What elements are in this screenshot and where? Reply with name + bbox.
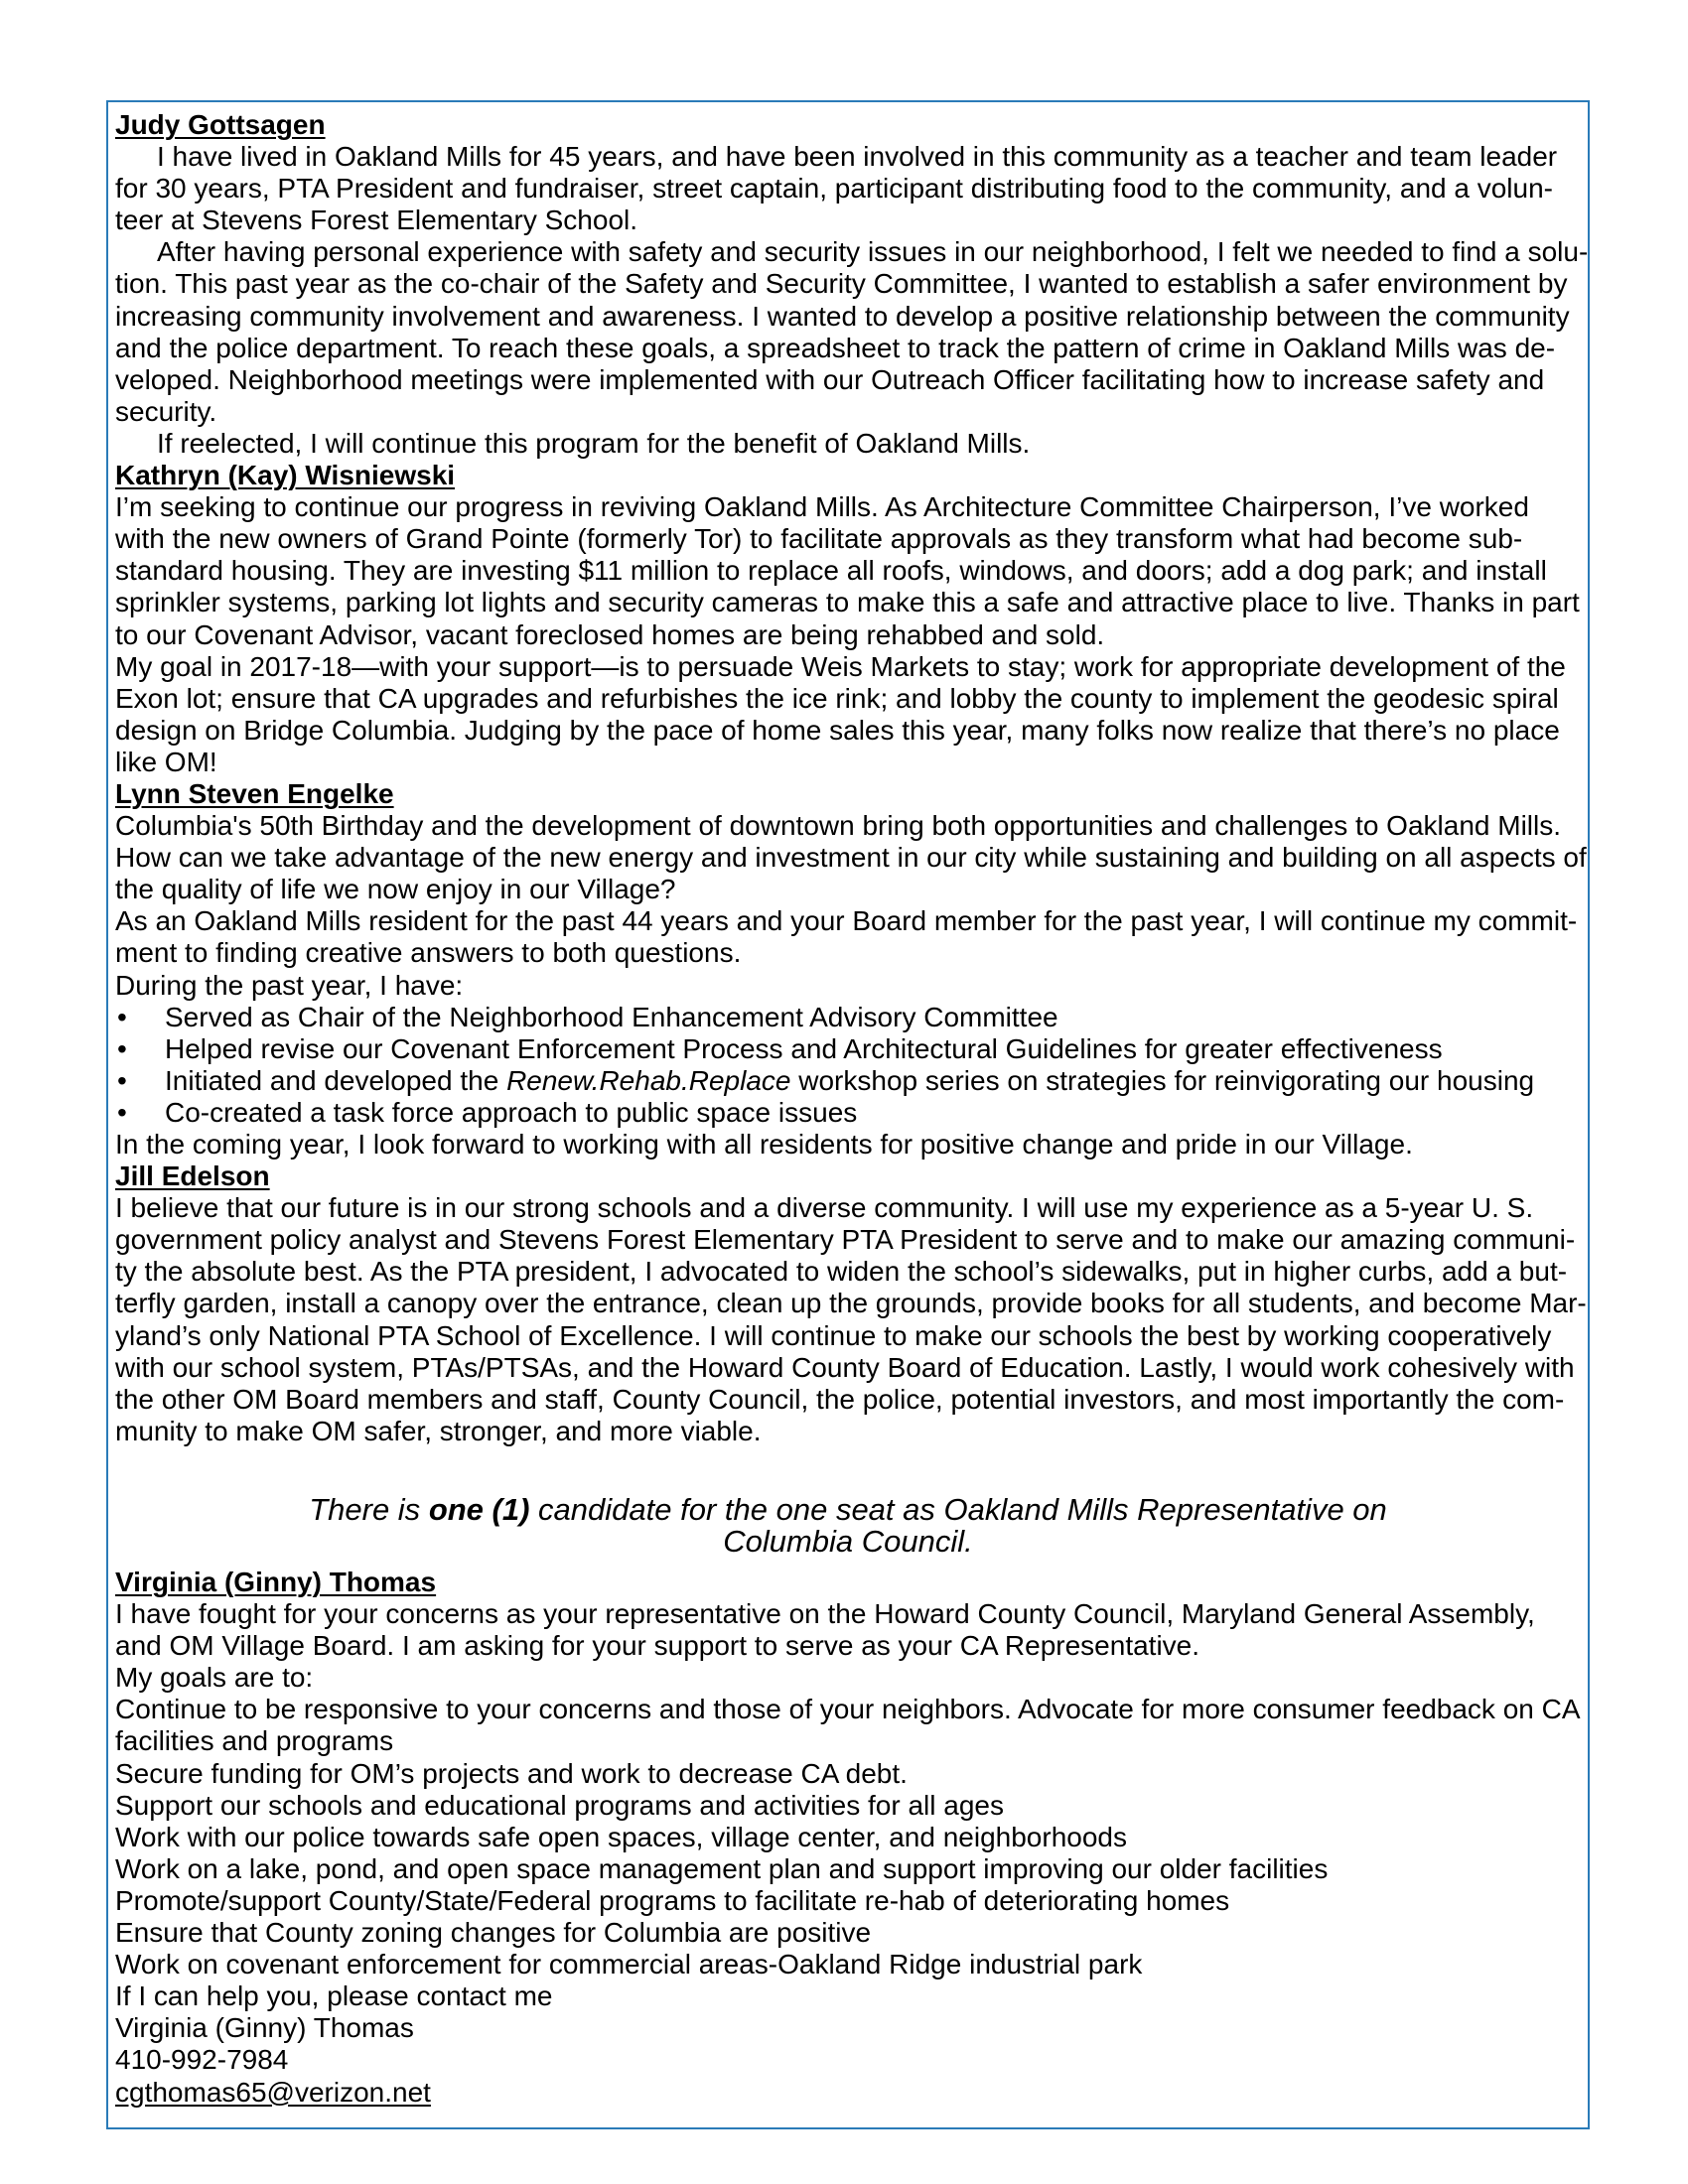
bullet-item	[115, 1033, 1583, 1065]
bio-line: If reelected, I will continue this program for the benefit of Oakland Mills.	[157, 427, 1031, 459]
bullet-text: Helped revise our Covenant Enforcement Process and Architectural Guidelines for greater effectiveness	[165, 1032, 1443, 1064]
bio-line: sprinkler systems, parking lot lights and security cameras to make this a safe and attractive place to live. Thanks in part	[115, 587, 1580, 618]
goal-line: Work on a lake, pond, and open space management plan and support improving our older facilities	[115, 1852, 1329, 1884]
goal-line: Work with our police towards safe open spaces, village center, and neighborhoods	[115, 1821, 1127, 1852]
bio-line: for 30 years, PTA President and fundraiser, street captain, participant distributing food to the community, and a volun-	[115, 173, 1553, 205]
bullet-text: Served as Chair of the Neighborhood Enhancement Advisory Committee	[165, 1001, 1058, 1032]
bio-line: veloped. Neighborhood meetings were implemented with our Outreach Officer facilitating how to increase safety and	[115, 363, 1545, 395]
goal-line: Secure funding for OM’s projects and work to decrease CA debt.	[115, 1757, 908, 1789]
bullet-text: Co-created a task force approach to public space issues	[165, 1096, 858, 1128]
bio-line: government policy analyst and Stevens Forest Elementary PTA President to serve and to make our amazing communi-	[115, 1224, 1576, 1256]
bio-line: the other OM Board members and staff, County Council, the police, potential investors, and most importantly the com-	[115, 1383, 1565, 1415]
bio-line: like OM!	[115, 746, 217, 777]
contact-name: Virginia (Ginny) Thomas	[115, 2012, 414, 2044]
bio-line: munity to make OM safer, stronger, and more viable.	[115, 1415, 762, 1446]
bullet-text-post: workshop series on strategies for reinvigorating our housing	[790, 1064, 1535, 1096]
goal-line: Support our schools and educational programs and activities for all ages	[115, 1789, 1004, 1821]
bio-line: I have lived in Oakland Mills for 45 years, and have been involved in this community as a teacher and team leader	[157, 141, 1558, 173]
bullet-text-pre: Initiated and developed the	[165, 1064, 507, 1096]
bio-line: Columbia's 50th Birthday and the development of downtown bring both opportunities and challenges to Oakland Mills.	[115, 810, 1562, 842]
bio-line: My goals are to:	[115, 1662, 314, 1694]
goal-line: facilities and programs	[115, 1725, 394, 1757]
candidate-name-lynn: Lynn Steven Engelke	[115, 777, 394, 809]
bio-line: design on Bridge Columbia. Judging by the pace of home sales this year, many folks now realize that there’s no place	[115, 714, 1560, 746]
candidate-name-kathryn: Kathryn (Kay) Wisniewski	[115, 460, 456, 491]
council-seat-notice	[106, 1494, 1590, 1558]
council-candidate-column	[115, 1567, 1583, 2109]
bio-line: the quality of life we now enjoy in our Village?	[115, 874, 676, 905]
bio-line: In the coming year, I look forward to working with all residents for positive change and pride in our Village.	[115, 1129, 1413, 1160]
notice-line-1	[106, 1494, 1590, 1526]
bio-line: tion. This past year as the co-chair of the Safety and Security Committee, I wanted to establish a safer environment by	[115, 268, 1568, 300]
bullet-item	[115, 1065, 1583, 1097]
bio-line: security.	[115, 395, 217, 427]
workshop-title: Renew.Rehab.Replace	[506, 1064, 791, 1096]
goal-line: Work on covenant enforcement for commercial areas-Oakland Ridge industrial park	[115, 1949, 1143, 1980]
notice-text: There is	[309, 1492, 429, 1527]
goal-line: Continue to be responsive to your concerns and those of your neighbors. Advocate for more consumer feedback on CA	[115, 1694, 1581, 1725]
candidate-name-jill: Jill Edelson	[115, 1160, 270, 1192]
bio-line: and the police department. To reach these goals, a spreadsheet to track the pattern of crime in Oakland Mills was de-	[115, 332, 1556, 363]
bio-line: terfly garden, install a canopy over the entrance, clean up the grounds, provide books for all students, and become Mar-	[115, 1288, 1587, 1319]
bio-line: Exon lot; ensure that CA upgrades and refurbishes the ice rink; and lobby the county to implement the geodesic spiral	[115, 682, 1559, 714]
bio-line: As an Oakland Mills resident for the past 44 years and your Board member for the past year, I will continue my commit-	[115, 905, 1578, 937]
bullet-icon: •	[117, 1096, 127, 1128]
bio-line: to our Covenant Advisor, vacant foreclosed homes are being rehabbed and sold.	[115, 618, 1105, 650]
bullet-item	[115, 1097, 1583, 1129]
bullet-icon: •	[117, 1064, 127, 1096]
bio-line: During the past year, I have:	[115, 969, 464, 1001]
bio-line: increasing community involvement and awareness. I wanted to develop a positive relationship between the community	[115, 300, 1570, 332]
bio-line: How can we take advantage of the new energy and investment in our city while sustaining and building on all aspects of	[115, 842, 1587, 874]
contact-email-link[interactable]: cgthomas65@verizon.net	[115, 2076, 431, 2108]
notice-count: one (1)	[428, 1492, 530, 1527]
bio-line: After having personal experience with safety and security issues in our neighborhood, I felt we needed to find a solu-	[157, 236, 1589, 268]
bio-line: I believe that our future is in our strong schools and a diverse community. I will use my experience as a 5-year U. S.	[115, 1192, 1534, 1224]
bio-line: My goal in 2017-18—with your support—is to persuade Weis Markets to stay; work for appropriate development of the	[115, 650, 1566, 682]
board-candidates-column	[115, 109, 1589, 1447]
bullet-item	[115, 1002, 1583, 1033]
bio-line: with the new owners of Grand Pointe (formerly Tor) to facilitate approvals as they transform what had become sub-	[115, 523, 1523, 555]
bio-line: yland’s only National PTA School of Excellence. I will continue to make our schools the best by working cooperatively	[115, 1319, 1552, 1351]
bio-line: ment to finding creative answers to both questions.	[115, 937, 742, 969]
bullet-icon: •	[117, 1001, 127, 1032]
goal-line: Promote/support County/State/Federal programs to facilitate re-hab of deteriorating homes	[115, 1884, 1230, 1916]
bio-line: I have fought for your concerns as your representative on the Howard County Council, Maryland General Assembly,	[115, 1598, 1535, 1630]
contact-line: If I can help you, please contact me	[115, 1980, 553, 2012]
bullet-icon: •	[117, 1032, 127, 1064]
candidate-name-judy: Judy Gottsagen	[115, 109, 326, 140]
bio-line: teer at Stevens Forest Elementary School.	[115, 205, 638, 236]
bio-line: with our school system, PTAs/PTSAs, and the Howard County Board of Education. Lastly, I would work cohesively with	[115, 1351, 1575, 1383]
contact-phone: 410-992-7984	[115, 2044, 289, 2076]
bio-line: I’m seeking to continue our progress in reviving Oakland Mills. As Architecture Committee Chairperson, I’ve worked	[115, 491, 1529, 523]
candidate-name-virginia: Virginia (Ginny) Thomas	[115, 1567, 437, 1597]
bio-line: standard housing. They are investing $11 million to replace all roofs, windows, and doors; add a dog park; and install	[115, 555, 1547, 587]
bio-line: and OM Village Board. I am asking for your support to serve as your CA Representative.	[115, 1630, 1200, 1662]
goal-line: Ensure that County zoning changes for Columbia are positive	[115, 1917, 872, 1949]
notice-text: candidate for the one seat as Oakland Mills Representative on	[529, 1492, 1387, 1527]
notice-line-2: Columbia Council.	[723, 1524, 973, 1559]
bio-line: ty the absolute best. As the PTA president, I advocated to widen the school’s sidewalks, put in higher curbs, add a but-	[115, 1256, 1568, 1288]
